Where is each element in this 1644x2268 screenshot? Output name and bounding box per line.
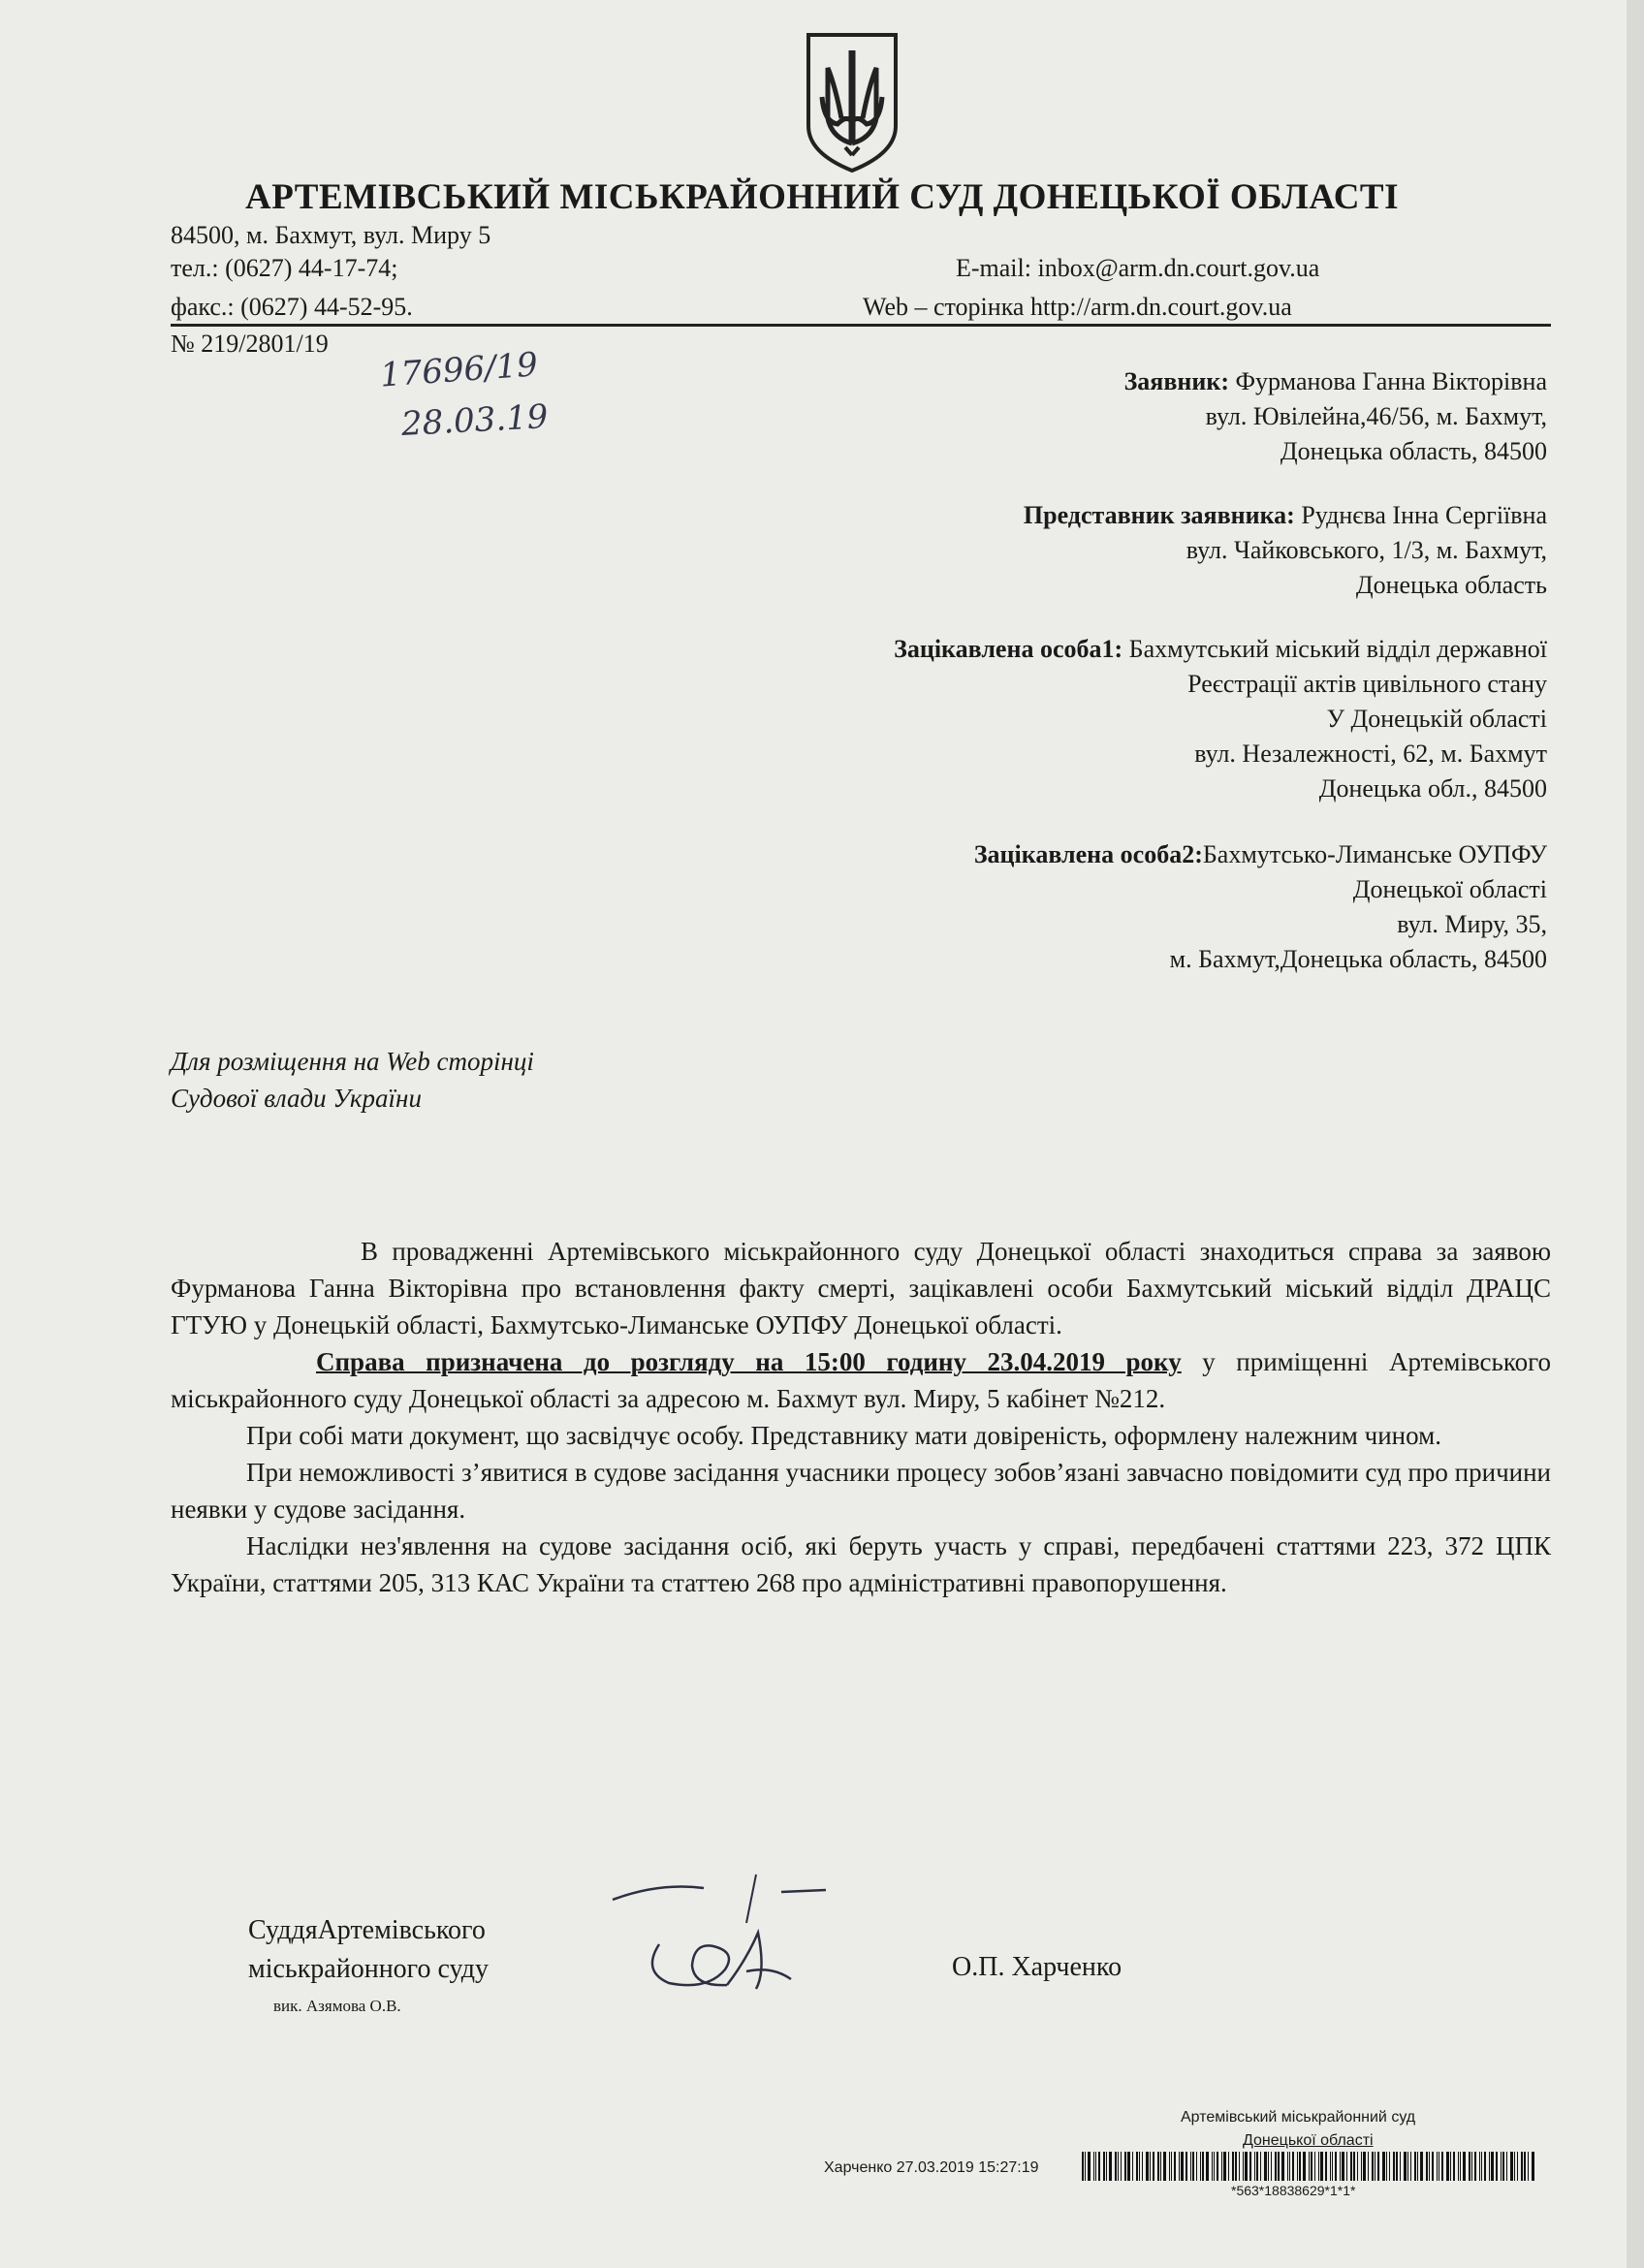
- body-paragraph: При неможливості з’явитися в судове засідання учасники процесу зобов’язані завчасно повідомити суд про причини неявки у судове засідання.: [171, 1458, 1551, 1524]
- court-title: АРТЕМІВСЬКИЙ МІСЬКРАЙОННИЙ СУД ДОНЕЦЬКОЇ ОБЛАСТІ: [245, 177, 1399, 217]
- barcode-bar: [1346, 2152, 1347, 2181]
- barcode-bar: [1363, 2152, 1366, 2181]
- barcode-bar: [1471, 2152, 1472, 2181]
- barcode-bar: [1181, 2152, 1184, 2181]
- stamp-region: Донецької області: [1243, 2132, 1374, 2149]
- barcode-bar: [1393, 2152, 1395, 2181]
- body-paragraph: В провадженні Артемівського міськрайонного суду Донецької області знаходиться справа за заявою Фурманова Ганна Вікторівна про встановлення факту смерті, зацікавлені особи Бахмутський міський відділ ДРАЦС ГТУЮ у Донецькій області, Бахмутсько-Лиманське ОУПФУ Донецької області.: [171, 1237, 1551, 1339]
- interested-party-1-label: Зацікавлена особа1:: [894, 635, 1123, 663]
- handwritten-signature: [601, 1865, 843, 2010]
- barcode-bar: [1489, 2152, 1490, 2181]
- barcode-bar: [1417, 2152, 1418, 2181]
- barcode-bar: [1450, 2152, 1451, 2181]
- barcode-bar: [1510, 2152, 1513, 2181]
- barcode-bar: [1407, 2152, 1408, 2181]
- barcode-bar: [1389, 2152, 1390, 2181]
- representative-name: Руднєва Інна Сергіївна: [1301, 501, 1547, 529]
- barcode-bar: [1235, 2152, 1237, 2181]
- barcode-bar: [1404, 2152, 1407, 2181]
- registration-barcode: [1082, 2152, 1535, 2181]
- barcode-bar: [1514, 2152, 1515, 2181]
- barcode-bar: [1357, 2152, 1358, 2181]
- barcode-bar: [1264, 2152, 1267, 2181]
- barcode-bar: [1179, 2152, 1180, 2181]
- barcode-bar: [1124, 2152, 1126, 2181]
- barcode-bar: [1463, 2152, 1466, 2181]
- barcode-bar: [1200, 2152, 1201, 2181]
- header-divider: [171, 324, 1551, 327]
- barcode-bar: [1372, 2152, 1374, 2181]
- barcode-bar: [1192, 2152, 1194, 2181]
- barcode-bar: [1281, 2152, 1284, 2181]
- court-phone: тел.: (0627) 44-17-74;: [171, 254, 398, 282]
- barcode-bar: [1479, 2152, 1480, 2181]
- barcode-bar: [1441, 2152, 1443, 2181]
- barcode-bar: [1085, 2152, 1086, 2181]
- barcode-bar: [1256, 2152, 1258, 2181]
- barcode-bar: [1271, 2152, 1272, 2181]
- barcode-bar: [1214, 2152, 1215, 2181]
- barcode-bar: [1289, 2152, 1290, 2181]
- judge-title-line: міськрайонного суду: [248, 1954, 490, 1984]
- barcode-bar: [1098, 2152, 1100, 2181]
- barcode-bar: [1109, 2152, 1112, 2181]
- barcode-bar: [1196, 2152, 1197, 2181]
- barcode-bar: [1243, 2152, 1244, 2181]
- barcode-bar: [1186, 2152, 1187, 2181]
- barcode-bar: [1382, 2152, 1385, 2181]
- barcode-bar: [1150, 2152, 1151, 2181]
- barcode-bar: [1335, 2152, 1337, 2181]
- interested-party-2-block: [974, 837, 1547, 977]
- barcode-bar: [1474, 2152, 1476, 2181]
- barcode-bar: [1524, 2152, 1526, 2181]
- barcode-bar: [1217, 2152, 1218, 2181]
- barcode-bar: [1396, 2152, 1398, 2181]
- barcode-bar: [1350, 2152, 1352, 2181]
- barcode-bar: [1332, 2152, 1333, 2181]
- notice-body: [171, 1233, 1551, 1601]
- applicant-address-line: вул. Ювілейна,46/56, м. Бахмут,: [1205, 402, 1547, 430]
- barcode-bar: [1232, 2152, 1234, 2181]
- interested-party-1-block: [894, 632, 1547, 806]
- interested-party-2-line: Донецької області: [1352, 875, 1547, 903]
- body-paragraph: При собі мати документ, що засвідчує особу. Представнику мати довіреність, оформлену належним чином.: [246, 1421, 1441, 1450]
- barcode-bar: [1169, 2152, 1170, 2181]
- barcode-bar: [1160, 2152, 1161, 2181]
- barcode-bar: [1093, 2152, 1094, 2181]
- barcode-bar: [1157, 2152, 1159, 2181]
- barcode-bar: [1115, 2152, 1117, 2181]
- interested-party-2-line: вул. Миру, 35,: [1397, 910, 1547, 938]
- barcode-bar: [1309, 2152, 1310, 2181]
- barcode-bar: [1342, 2152, 1344, 2181]
- barcode-bar: [1223, 2152, 1226, 2181]
- barcode-bar: [1501, 2152, 1502, 2181]
- barcode-bar: [1426, 2152, 1428, 2181]
- representative-address-line: Донецька область: [1355, 571, 1547, 599]
- interested-party-2-label: Зацікавлена особа2:: [973, 840, 1203, 868]
- barcode-bar: [1121, 2152, 1122, 2181]
- applicant-address-line: Донецька область, 84500: [1280, 437, 1547, 465]
- barcode-bar: [1254, 2152, 1255, 2181]
- barcode-bar: [1118, 2152, 1119, 2181]
- trident-coat-of-arms-icon: [803, 29, 901, 174]
- interested-party-1-line: У Донецькій області: [1326, 705, 1547, 733]
- barcode-bar: [1521, 2152, 1523, 2181]
- barcode-bar: [1340, 2152, 1341, 2181]
- handwritten-registration-date: 28.03.19: [400, 397, 550, 444]
- web-note-line: Для розміщення на Web сторінці: [171, 1047, 534, 1076]
- executor: вик. Азямова О.В.: [273, 1997, 401, 2015]
- barcode-bar: [1206, 2152, 1209, 2181]
- barcode-bar: [1174, 2152, 1176, 2181]
- scan-edge: [1627, 0, 1644, 2268]
- barcode-bar: [1532, 2152, 1534, 2181]
- barcode-bar: [1330, 2152, 1331, 2181]
- barcode-bar: [1153, 2152, 1154, 2181]
- barcode-bar: [1437, 2152, 1438, 2181]
- hearing-location: у приміщенні Артемівського міськрайонного суду Донецької області за адресою м. Бахмут вул. Миру, 5 кабінет №212.: [171, 1347, 1551, 1413]
- barcode-bar: [1318, 2152, 1319, 2181]
- barcode-bar: [1484, 2152, 1486, 2181]
- barcode-bar: [1314, 2152, 1315, 2181]
- interested-party-1-line: Донецька обл., 84500: [1318, 774, 1547, 803]
- barcode-bar: [1453, 2152, 1455, 2181]
- barcode-bar: [1095, 2152, 1096, 2181]
- barcode-bar: [1136, 2152, 1138, 2181]
- applicant-name: Фурманова Ганна Вікторівна: [1235, 367, 1547, 395]
- barcode-bar: [1502, 2152, 1504, 2181]
- barcode-bar: [1260, 2152, 1261, 2181]
- web-publication-note: [171, 1043, 534, 1117]
- barcode-bar: [1171, 2152, 1172, 2181]
- barcode-bar: [1103, 2152, 1105, 2181]
- barcode-bar: [1221, 2152, 1222, 2181]
- barcode-bar: [1368, 2152, 1369, 2181]
- barcode-bar: [1268, 2152, 1269, 2181]
- representative-address-line: вул. Чайковського, 1/3, м. Бахмут,: [1186, 536, 1547, 564]
- web-note-line: Судової влади України: [171, 1084, 422, 1113]
- judge-title: [248, 1911, 489, 1989]
- barcode-bar: [1320, 2152, 1323, 2181]
- interested-party-1-line: вул. Незалежності, 62, м. Бахмут: [1194, 740, 1547, 768]
- barcode-bar: [1429, 2152, 1430, 2181]
- handwritten-registration-number: 17696/19: [378, 345, 540, 395]
- barcode-bar: [1361, 2152, 1362, 2181]
- barcode-bar: [1325, 2152, 1327, 2181]
- barcode-bar: [1432, 2152, 1434, 2181]
- court-fax: факс.: (0627) 44-52-95.: [171, 293, 413, 321]
- barcode-bar: [1297, 2152, 1298, 2181]
- stamp-court-name: Артемівський міськрайонний суд: [1181, 2109, 1416, 2126]
- applicant-label: Заявник:: [1123, 367, 1230, 395]
- barcode-bar: [1386, 2152, 1387, 2181]
- barcode-bar: [1239, 2152, 1240, 2181]
- barcode-bar: [1228, 2152, 1229, 2181]
- barcode-bar: [1146, 2152, 1149, 2181]
- barcode-bar: [1353, 2152, 1355, 2181]
- barcode-bar: [1303, 2152, 1306, 2181]
- barcode-bar: [1212, 2152, 1213, 2181]
- applicant-block: [1124, 364, 1547, 469]
- barcode-bar: [1377, 2152, 1379, 2181]
- court-email: E-mail: inbox@arm.dn.court.gov.ua: [956, 254, 1320, 282]
- barcode-bar: [1460, 2152, 1461, 2181]
- judge-title-line: СуддяАртемівського: [248, 1915, 486, 1945]
- barcode-bar: [1275, 2152, 1277, 2181]
- hearing-date-highlight: Справа призначена до розгляду на 15:00 годину 23.04.2019 року: [316, 1347, 1182, 1376]
- barcode-bar: [1249, 2152, 1251, 2181]
- barcode-bar: [1506, 2152, 1507, 2181]
- hearing-paragraph: [171, 1343, 1551, 1417]
- representative-label: Представник заявника:: [1023, 501, 1295, 529]
- stamp-signer-timestamp: Харченко 27.03.2019 15:27:19: [824, 2159, 1039, 2176]
- barcode-bar: [1410, 2152, 1411, 2181]
- barcode-bar: [1311, 2152, 1312, 2181]
- barcode-bar: [1469, 2152, 1470, 2181]
- barcode-bar: [1414, 2152, 1416, 2181]
- barcode-bar: [1127, 2152, 1130, 2181]
- interested-party-1-line: Реєстрації актів цивільного стану: [1187, 670, 1547, 698]
- barcode-bar: [1202, 2152, 1204, 2181]
- barcode-bar: [1446, 2152, 1449, 2181]
- barcode-bar: [1106, 2152, 1107, 2181]
- barcode-bar: [1299, 2152, 1301, 2181]
- barcode-text: *563*18838629*1*1*: [1231, 2183, 1356, 2198]
- barcode-bar: [1528, 2152, 1529, 2181]
- document-number: № 219/2801/19: [171, 330, 329, 358]
- interested-party-2-line: м. Бахмут,Донецька область, 84500: [1169, 945, 1547, 973]
- barcode-bar: [1287, 2152, 1288, 2181]
- court-website: Web – сторінка http://arm.dn.court.gov.ua: [863, 293, 1292, 321]
- barcode-bar: [1458, 2152, 1459, 2181]
- barcode-bar: [1082, 2152, 1084, 2181]
- barcode-bar: [1142, 2152, 1143, 2181]
- barcode-bar: [1278, 2152, 1280, 2181]
- barcode-bar: [1088, 2152, 1091, 2181]
- body-paragraph: Наслідки нез'явлення на судове засідання осіб, які беруть участь у справі, передбачені статтями 223, 372 ЦПК України, статтями 205, 313 КАС України та статтею 268 про адміністративні правопорушення.: [171, 1531, 1551, 1597]
- barcode-bar: [1245, 2152, 1248, 2181]
- barcode-bar: [1517, 2152, 1518, 2181]
- judge-name: О.П. Харченко: [952, 1952, 1122, 1982]
- barcode-bar: [1190, 2152, 1191, 2181]
- barcode-bar: [1438, 2152, 1439, 2181]
- barcode-bar: [1496, 2152, 1498, 2181]
- interested-party-2-name: Бахмутсько-Лиманське ОУПФУ: [1202, 840, 1547, 868]
- barcode-bar: [1481, 2152, 1482, 2181]
- barcode-bar: [1420, 2152, 1423, 2181]
- barcode-bar: [1491, 2152, 1494, 2181]
- barcode-bar: [1163, 2152, 1166, 2181]
- barcode-bar: [1139, 2152, 1140, 2181]
- barcode-bar: [1132, 2152, 1133, 2181]
- barcode-bar: [1292, 2152, 1294, 2181]
- representative-block: [1024, 498, 1547, 603]
- court-address: 84500, м. Бахмут, вул. Миру 5: [171, 221, 491, 249]
- barcode-bar: [1400, 2152, 1401, 2181]
- interested-party-1-name: Бахмутський міський відділ державної: [1128, 635, 1547, 663]
